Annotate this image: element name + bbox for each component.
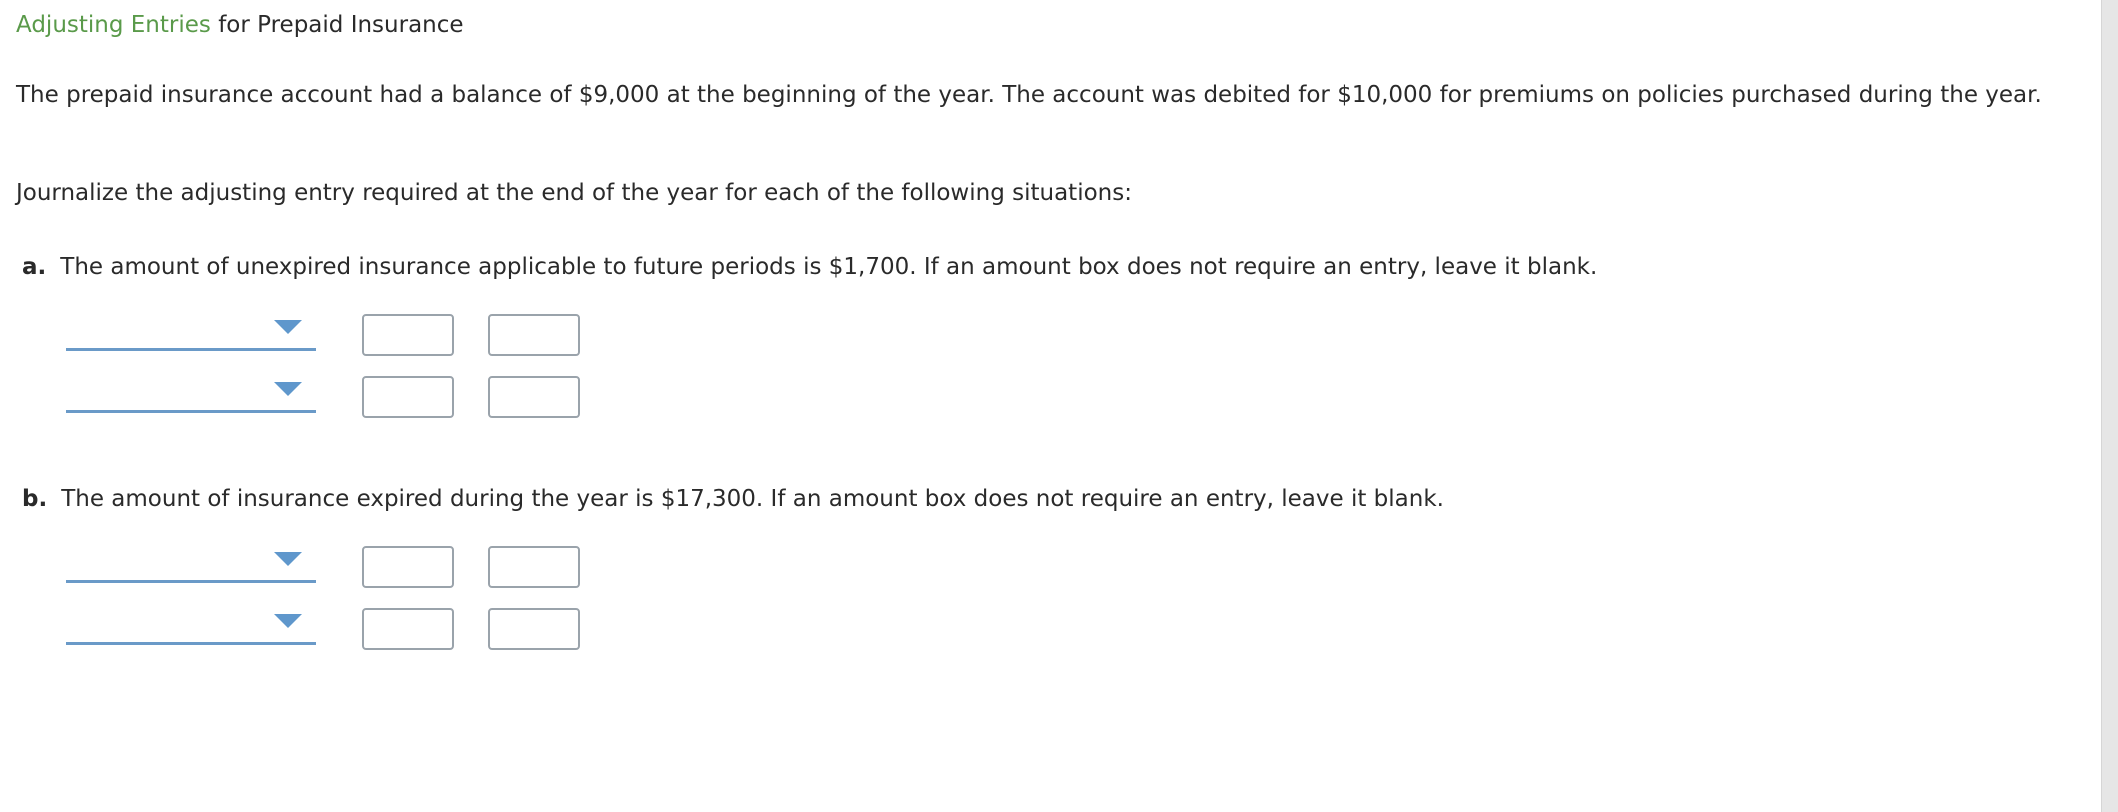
part-b-text: The amount of insurance expired during the year is $17,300. If an amount box does not require an entry, leave it blank. (61, 486, 1444, 512)
title-text: for Prepaid Insurance (210, 12, 464, 38)
part-a-row-1-debit-input[interactable] (362, 314, 454, 356)
chevron-down-icon (274, 552, 302, 566)
intro-paragraph: The prepaid insurance account had a balance of $9,000 at the beginning of the year. The account was debited for $10,000 for premiums on policies purchased during the year. (16, 82, 2042, 108)
part-b-row-2-debit-input[interactable] (362, 608, 454, 650)
part-a-row-1-credit-input[interactable] (488, 314, 580, 356)
part-b-prompt (22, 486, 1444, 512)
part-b-row-2-account-dropdown[interactable] (66, 608, 316, 645)
chevron-down-icon (274, 614, 302, 628)
part-b-row-2-credit-input[interactable] (488, 608, 580, 650)
part-a-row-1-account-dropdown[interactable] (66, 314, 316, 351)
problem-title (16, 12, 464, 38)
chevron-down-icon (274, 382, 302, 396)
part-a-letter: a. (22, 254, 47, 280)
part-a-row-2-credit-input[interactable] (488, 376, 580, 418)
part-b-row-1-credit-input[interactable] (488, 546, 580, 588)
part-a-row-2-account-dropdown[interactable] (66, 376, 316, 413)
part-a-prompt (22, 254, 1597, 280)
part-a-row-2-debit-input[interactable] (362, 376, 454, 418)
part-a-text: The amount of unexpired insurance applicable to future periods is $1,700. If an amount box does not require an entry, leave it blank. (60, 254, 1598, 280)
part-b-row-1-account-dropdown[interactable] (66, 546, 316, 583)
title-link[interactable]: Adjusting Entries (16, 12, 211, 38)
instruction-text: Journalize the adjusting entry required at the end of the year for each of the following situations: (16, 180, 1132, 206)
part-b-letter: b. (22, 486, 48, 512)
vertical-scrollbar[interactable] (2101, 0, 2118, 812)
chevron-down-icon (274, 320, 302, 334)
part-b-row-1-debit-input[interactable] (362, 546, 454, 588)
